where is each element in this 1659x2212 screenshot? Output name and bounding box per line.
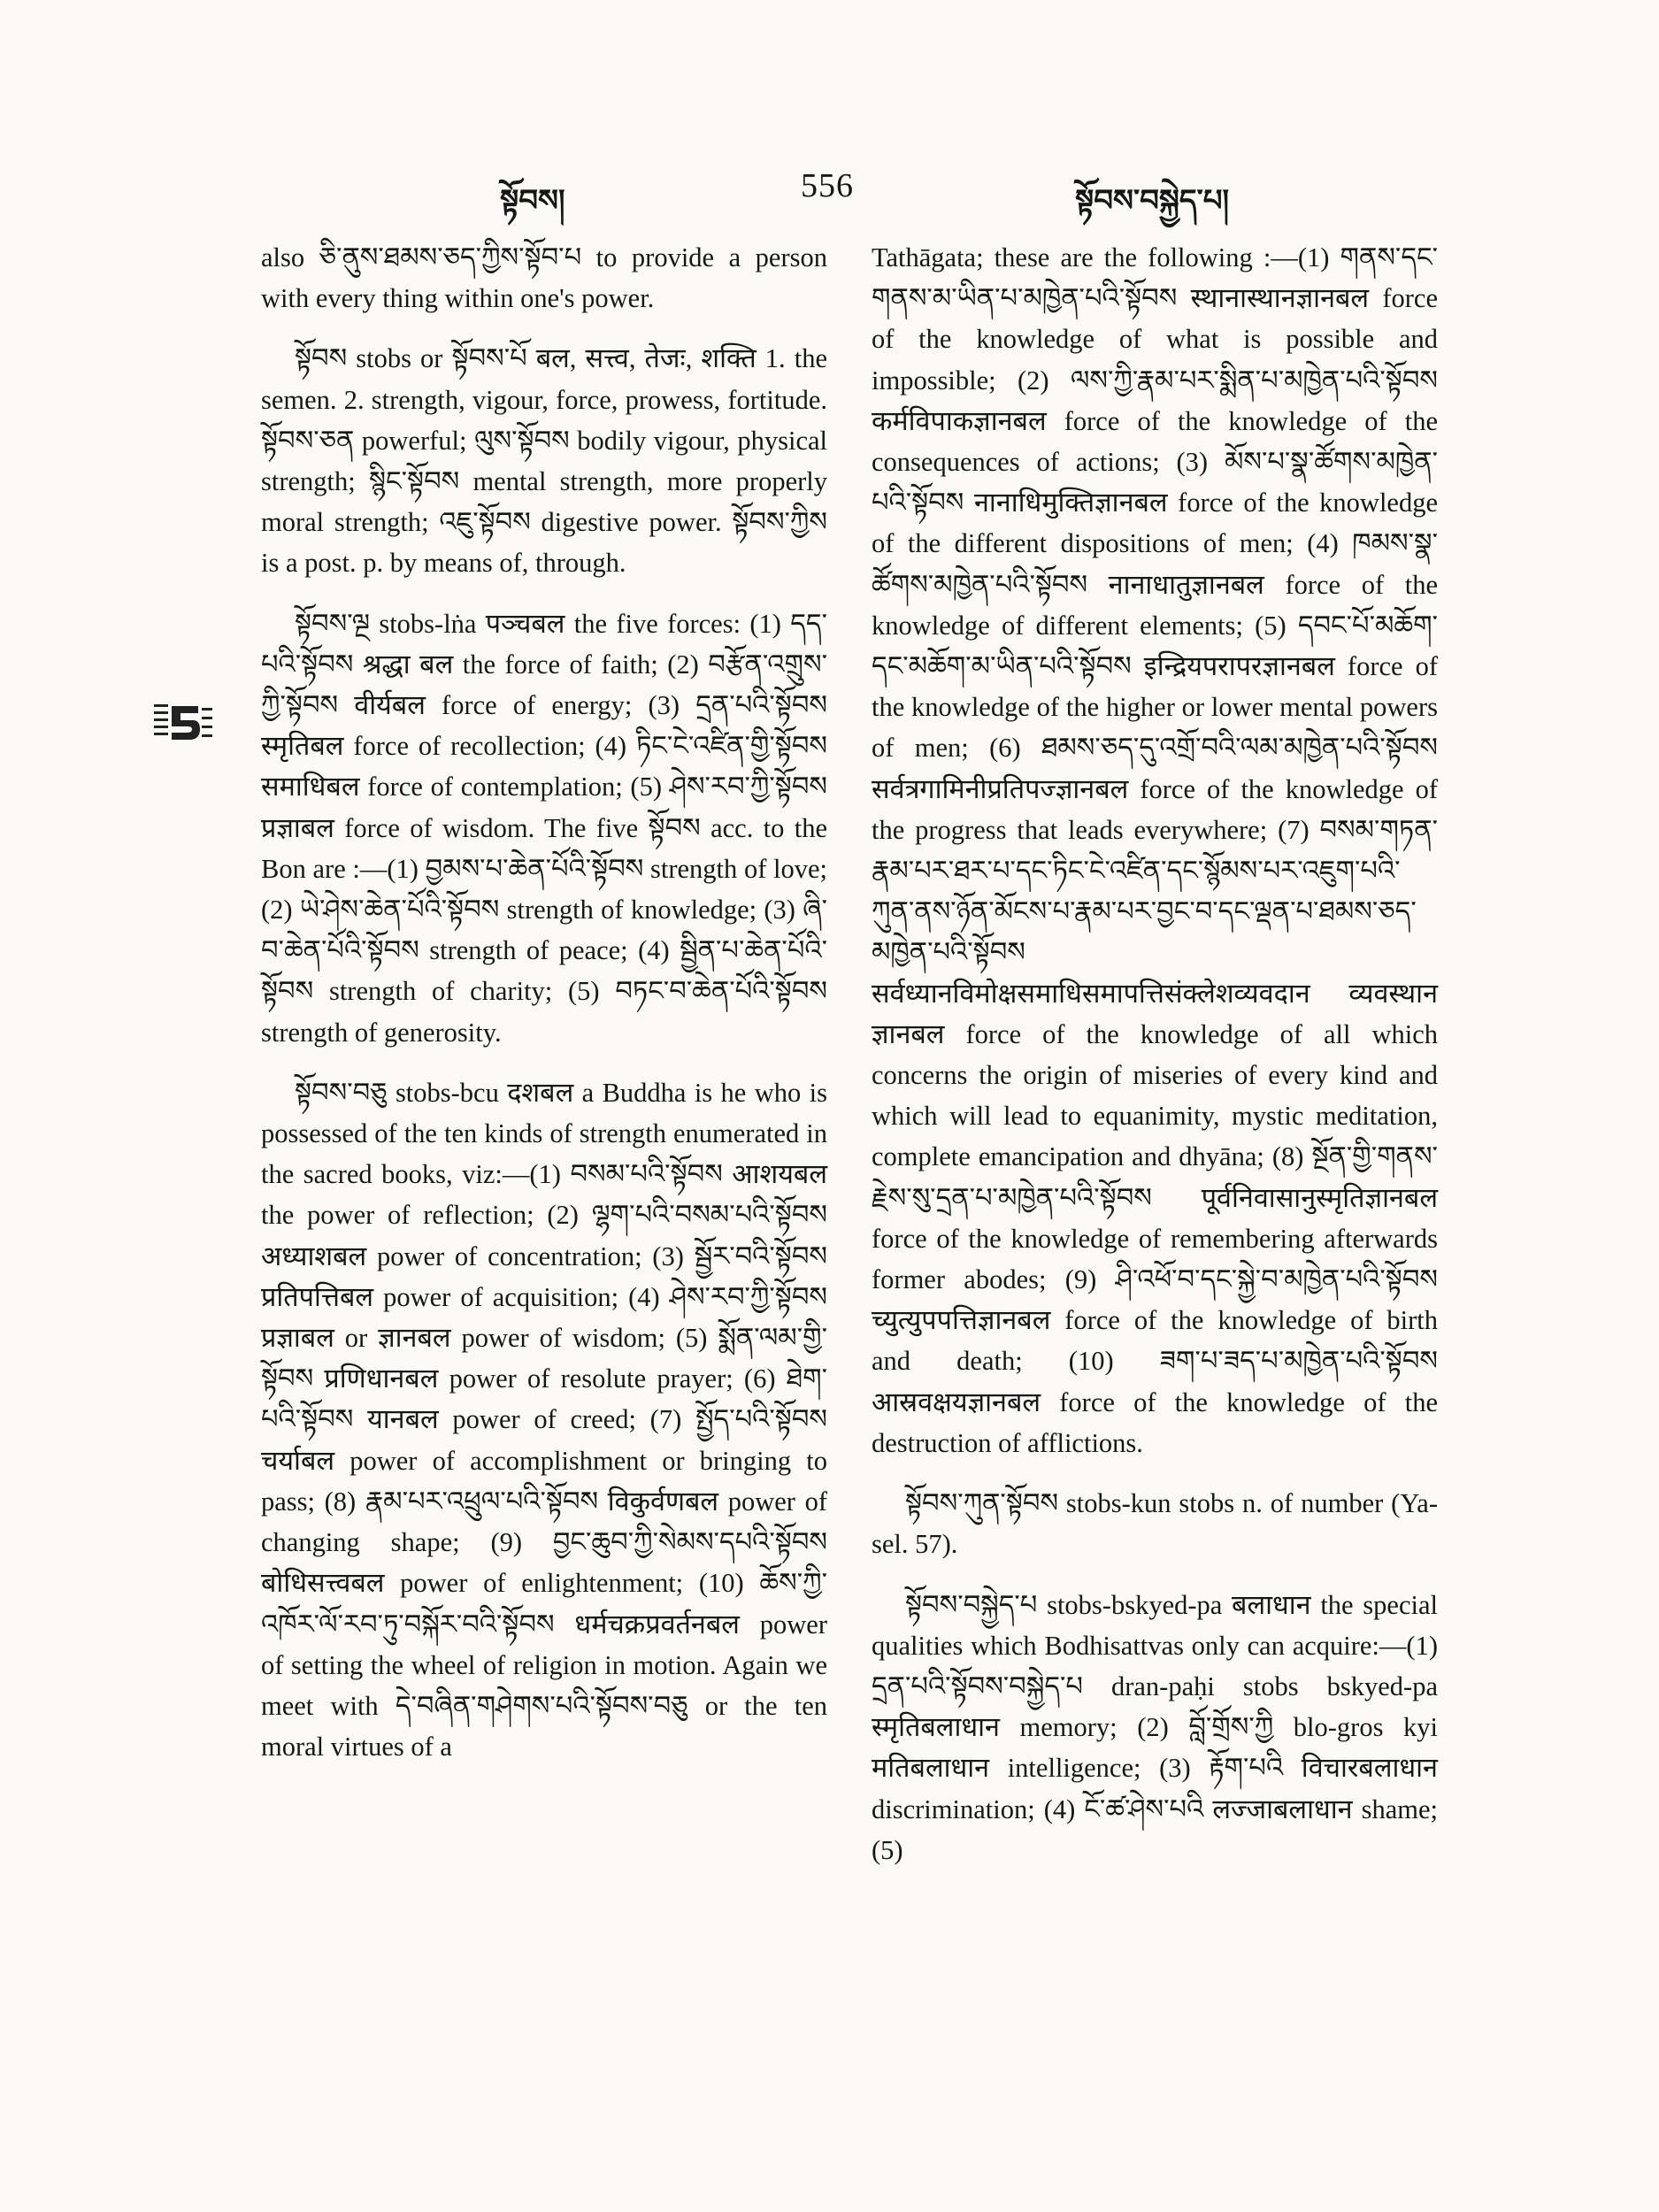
entry-paragraph: also ཅི་ནུས་ཐམས་ཅད་ཀྱིས་སྟོབ་པ to provide a person with every thing within one's power. [261, 242, 827, 314]
margin-marker-icon [152, 699, 214, 749]
right-column [872, 237, 1438, 1870]
right-headword: སྟོབས་བསྐྱེད་པ། [1075, 185, 1230, 218]
entry-paragraph: སྟོབས stobs or སྟོབས་པོ बल, सत्त्व, तेजः, शक्ति 1. the semen. 2. strength, vigour, force, prowess, fortitude. སྟོབས་ཅན powerful; ལུས་སྟོབས bodily vigour, physical strength; སྙིང་སྟོབས mental strength, more properly moral strength; འཇུ་སྟོབས digestive power. སྟོབས་ཀྱིས is a post. p. by means of, through. [261, 343, 827, 579]
entry-paragraph: Tathāgata; these are the following :—(1) གནས་དང་གནས་མ་ཡིན་པ་མཁྱེན་པའི་སྟོབས स्थानास्थानज्ञानबल force of the knowledge of what is possible and impossible; (2) ལས་ཀྱི་རྣམ་པར་སྨིན་པ་མཁྱེན་པའི་སྟོབས कर्मविपाकज्ञानबल force of the knowledge of the consequences of actions; (3) མོས་པ་སྣ་ཚོགས་མཁྱེན་པའི་སྟོབས नानाधिमुक्तिज्ञानबल force of the knowledge of the different dispositions of men; (4) ཁམས་སྣ་ཚོགས་མཁྱེན་པའི་སྟོབས नानाधातुज्ञानबल force of the knowledge of different elements; (5) དབང་པོ་མཆོག་དང་མཆོག་མ་ཡིན་པའི་སྟོབས इन्द्रियपरापरज्ञानबल force of the knowledge of the higher or lower mental powers of men; (6) ཐམས་ཅད་དུ་འགྲོ་བའི་ལམ་མཁྱེན་པའི་སྟོབས सर्वत्रगामिनीप्रतिपज्ज्ञानबल force of the knowledge of the progress that leads everywhere; (7) བསམ་གཏན་རྣམ་པར་ཐར་པ་དང་ཏིང་ངེ་འཛིན་དང་སྙོམས་པར་འཇུག་པའི་ཀུན་ནས་ཉོན་མོངས་པ་རྣམ་པར་བྱང་བ་དང་ལྡན་པ་ཐམས་ཅད་མཁྱེན་པའི་སྟོབས सर्वध्यानविमोक्षसमाधिसमापत्तिसंक्लेशव्यवदान व्यवस्थान ज्ञानबल force of the knowledge of all which concerns the origin of miseries of every kind and which will lead to equanimity, mystic meditation, complete emancipation and dhyāna; (8) སྔོན་གྱི་གནས་རྗེས་སུ་དྲན་པ་མཁྱེན་པའི་སྟོབས पूर्वनिवासानुस्मृतिज्ञानबल force of the knowledge of remembering afterwards former abodes; (9) ཤི་འཕོ་བ་དང་སྐྱེ་བ་མཁྱེན་པའི་སྟོབས च्युत्युपपत्तिज्ञानबल force of the knowledge of birth and death; (10) ཟག་པ་ཟད་པ་མཁྱེན་པའི་སྟོབས आस्रवक्षयज्ञानबल force of the knowledge of the destruction of afflictions. [872, 242, 1438, 1458]
entry-paragraph: སྟོབས་ཀུན་སྟོབས stobs-kun stobs n. of number (Ya-sel. 57). [872, 1488, 1438, 1560]
page-header [0, 166, 1659, 218]
entry-paragraph: སྟོབས་ལྔ stobs-lṅa पञ्चबल the five forces: (1) དད་པའི་སྟོབས श्रद्धा बल the force of faith; (2) བརྩོན་འགྲུས་ཀྱི་སྟོབས वीर्यबल force of energy; (3) དྲན་པའི་སྟོབས स्मृतिबल force of recollection; (4) ཏིང་ངེ་འཛིན་གྱི་སྟོབས समाधिबल force of contemplation; (5) ཤེས་རབ་ཀྱི་སྟོབས प्रज्ञाबल force of wisdom. The five སྟོབས acc. to the Bon are :—(1) བྱམས་པ་ཆེན་པོའི་སྟོབས strength of love; (2) ཡེ་ཤེས་ཆེན་པོའི་སྟོབས strength of knowledge; (3) ཞི་བ་ཆེན་པོའི་སྟོབས strength of peace; (4) སྦྱིན་པ་ཆེན་པོའི་སྟོབས strength of charity; (5) བཏང་བ་ཆེན་པོའི་སྟོབས strength of generosity. [261, 608, 827, 1048]
entry-paragraph: སྟོབས་བསྐྱེད་པ stobs-bskyed-pa बलाधान the special qualities which Bodhisattvas only can acquire:—(1) དྲན་པའི་སྟོབས་བསྐྱེད་པ dran-paḥi stobs bskyed-pa स्मृतिबलाधान memory; (2) བློ་གྲོས་ཀྱི blo-gros kyi मतिबलाधान intelligence; (3) རྟོག་པའི विचारबलाधान discrimination; (4) ངོ་ཚ་ཤེས་པའི लज्जाबलाधान shame; (5) [872, 1589, 1438, 1865]
page-number: 556 [801, 167, 854, 204]
left-headword: སྟོབས། [500, 185, 565, 218]
left-column [261, 237, 827, 1767]
entry-paragraph: སྟོབས་བཅུ stobs-bcu दशबल a Buddha is he who is possessed of the ten kinds of strength enumerated in the sacred books, viz:—(1) བསམ་པའི་སྟོབས आशयबल the power of reflection; (2) ལྷག་པའི་བསམ་པའི་སྟོབས अध्याशबल power of concentration; (3) སྦྱོར་བའི་སྟོབས प्रतिपत्तिबल power of acquisition; (4) ཤེས་རབ་ཀྱི་སྟོབས प्रज्ञाबल or ज्ञानबल power of wisdom; (5) སྨོན་ལམ་གྱི་སྟོབས प्रणिधानबल power of resolute prayer; (6) ཐེག་པའི་སྟོབས यानबल power of creed; (7) སྤྱོད་པའི་སྟོབས चर्याबल power of accomplishment or bringing to pass; (8) རྣམ་པར་འཕྲུལ་པའི་སྟོབས विकुर्वणबल power of changing shape; (9) བྱང་ཆུབ་ཀྱི་སེམས་དཔའི་སྟོབས बोधिसत्त्वबल power of enlightenment; (10) ཆོས་ཀྱི་འཁོར་ལོ་རབ་ཏུ་བསྐོར་བའི་སྟོབས धर्मचक्रप्रवर्तनबल power of setting the wheel of religion in motion. Again we meet with དེ་བཞིན་གཤེགས་པའི་སྟོབས་བཅུ or the ten moral virtues of a [261, 1077, 827, 1763]
